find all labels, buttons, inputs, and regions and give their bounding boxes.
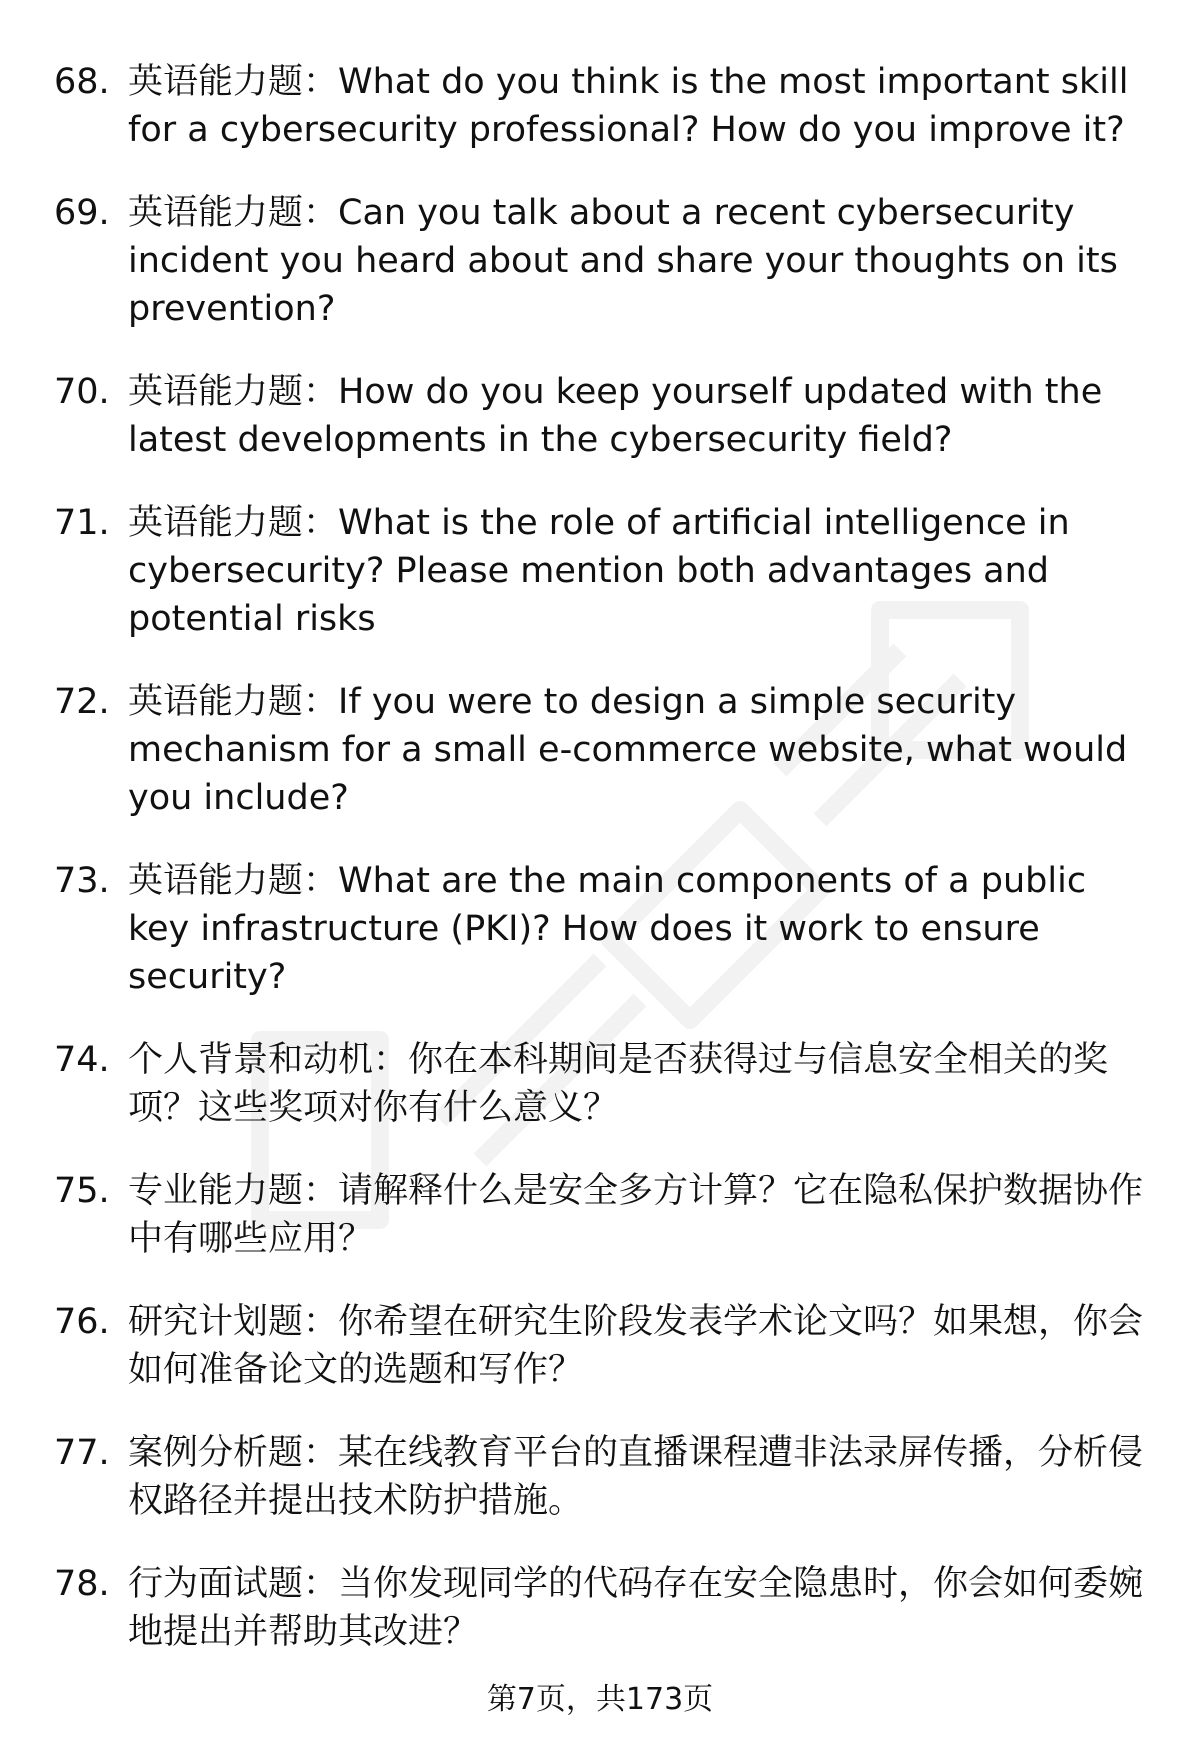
question-item (0, 189, 1200, 333)
question-text: 行为面试题：当你发现同学的代码存在安全隐患时，你会如何委婉地提出并帮助其改进？ (128, 1564, 1144, 1652)
question-number: 69. (54, 193, 110, 233)
question-text: 案例分析题：某在线教育平台的直播课程遭非法录屏传播，分析侵权路径并提出技术防护措施。 (128, 1433, 1144, 1521)
question-text: 英语能力题：Can you talk about a recent cybersecurity incident you heard about and share your thoughts on its prevention? (128, 193, 1118, 329)
question-text: 英语能力题：What is the role of artificial intelligence in cybersecurity? Please mention both advantages and potential risks (128, 503, 1070, 639)
question-item (0, 857, 1200, 1001)
question-item (0, 1429, 1200, 1525)
question-item (0, 1036, 1200, 1132)
question-item (0, 1167, 1200, 1263)
question-item (0, 1560, 1200, 1656)
question-text: 研究计划题：你希望在研究生阶段发表学术论文吗？如果想，你会如何准备论文的选题和写作？ (128, 1302, 1144, 1390)
question-text: 个人背景和动机：你在本科期间是否获得过与信息安全相关的奖项？这些奖项对你有什么意义？ (128, 1040, 1109, 1128)
question-text: 英语能力题：If you were to design a simple security mechanism for a small e-commerce website, what would you include? (128, 682, 1128, 818)
question-item (0, 499, 1200, 643)
question-number: 74. (54, 1040, 110, 1080)
question-number: 72. (54, 682, 110, 722)
question-text: 专业能力题：请解释什么是安全多方计算？它在隐私保护数据协作中有哪些应用？ (128, 1171, 1144, 1259)
question-item (0, 678, 1200, 822)
question-number: 70. (54, 372, 110, 412)
question-item (0, 1298, 1200, 1394)
question-number: 76. (54, 1302, 110, 1342)
question-number: 68. (54, 62, 110, 102)
page-footer (0, 1680, 1200, 1720)
page-number-label: 第7页，共173页 (486, 1682, 714, 1717)
question-text: 英语能力题：What are the main components of a public key infrastructure (PKI)? How does it work to ensure security? (128, 861, 1087, 997)
question-text: 英语能力题：How do you keep yourself updated with the latest developments in the cybersecurity field? (128, 372, 1103, 460)
question-number: 78. (54, 1564, 110, 1604)
question-number: 75. (54, 1171, 110, 1211)
question-number: 71. (54, 503, 110, 543)
question-item (0, 58, 1200, 154)
question-list (0, 58, 1200, 1691)
question-number: 77. (54, 1433, 110, 1473)
question-item (0, 368, 1200, 464)
question-number: 73. (54, 861, 110, 901)
question-text: 英语能力题：What do you think is the most important skill for a cybersecurity professional? How do you improve it? (128, 62, 1129, 150)
